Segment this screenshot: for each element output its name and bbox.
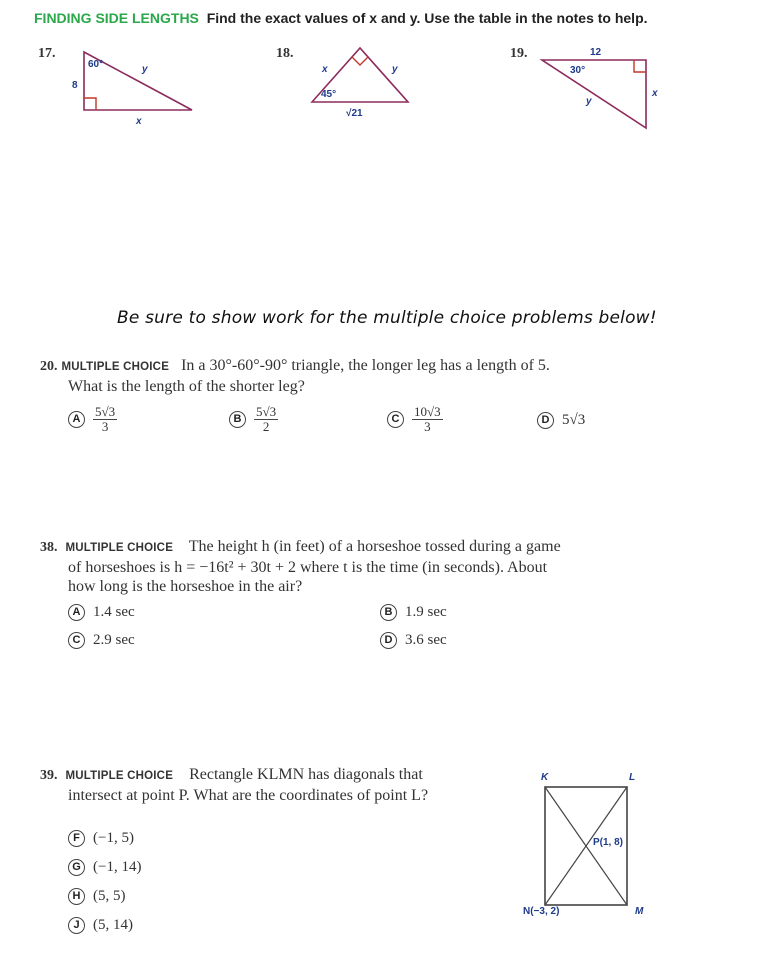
q20-option-b-fraction: $\frac{5√3}{2}$: [256, 404, 277, 434]
q38-option-c-value: 2.9 sec: [93, 632, 135, 648]
side-17-left-label: 8: [72, 80, 78, 91]
option-letter-d: D: [380, 632, 397, 649]
q20-option-c-fraction: $\frac{10√3}{3}$: [414, 404, 441, 434]
q38-option-d[interactable]: [380, 632, 447, 649]
q39-option-f[interactable]: [68, 830, 134, 847]
q38-option-a[interactable]: [68, 604, 135, 621]
q39-option-g-value: (−1, 14): [93, 859, 142, 875]
q39-option-g[interactable]: [68, 859, 141, 876]
problem-17-number: 17.: [38, 46, 56, 61]
option-letter-h: H: [68, 888, 85, 905]
question-20-tag: MULTIPLE CHOICE: [61, 361, 170, 373]
hyp-19-label: y: [586, 96, 592, 107]
q20-option-a[interactable]: [68, 405, 117, 434]
problem-19-triangle: [530, 40, 670, 130]
q38-option-b[interactable]: [380, 604, 447, 621]
question-38-number: 38.: [40, 540, 58, 555]
option-letter-g: G: [68, 859, 85, 876]
point-p-label: P(1, 8): [593, 837, 624, 848]
question-38-tag: MULTIPLE CHOICE: [65, 542, 174, 554]
question-39-tag: MULTIPLE CHOICE: [65, 770, 174, 782]
option-letter-c: C: [68, 632, 85, 649]
option-letter-b: B: [229, 411, 246, 428]
question-38-text-1: The height h (in feet) of a horseshoe tossed during a game: [188, 538, 561, 555]
q39-option-j[interactable]: [68, 917, 133, 934]
vertex-n-label: N(−3, 2): [523, 906, 560, 917]
option-letter-c: C: [387, 411, 404, 428]
question-20-text-2: What is the length of the shorter leg?: [68, 378, 305, 395]
vertex-m-label: M: [635, 906, 644, 917]
q39-option-h-value: (5, 5): [93, 888, 126, 904]
option-letter-f: F: [68, 830, 85, 847]
question-39-number: 39.: [40, 768, 58, 783]
option-letter-b: B: [380, 604, 397, 621]
q20-option-b[interactable]: [229, 405, 278, 434]
right-angle-17-icon: [84, 98, 96, 110]
problem-18-number: 18.: [276, 46, 294, 61]
header-title: FINDING SIDE LENGTHS: [34, 10, 199, 26]
q39-option-h[interactable]: [68, 888, 126, 905]
bottom-18-label: √21: [346, 108, 363, 119]
question-39: [40, 765, 520, 805]
option-letter-a: A: [68, 604, 85, 621]
angle-18-label: 45°: [321, 89, 337, 100]
problem-19-number: 19.: [510, 46, 528, 61]
top-19-label: 12: [590, 47, 602, 58]
hyp-17-label: y: [142, 64, 148, 75]
q39-option-j-value: (5, 14): [93, 917, 133, 933]
question-38: [40, 537, 740, 596]
left-18-label: x: [322, 64, 328, 75]
worksheet-header: [34, 10, 648, 26]
right-angle-19-icon: [634, 60, 646, 72]
vertex-k-label: K: [541, 772, 549, 783]
question-38-text-2: of horseshoes is h = −16t² + 30t + 2 where t is the time (in seconds). About: [68, 559, 548, 576]
question-20-text-1: In a 30°-60°-90° triangle, the longer leg has a length of 5.: [181, 357, 550, 374]
angle-17-label: 60°: [88, 59, 104, 70]
header-instructions: Find the exact values of x and y. Use the table in the notes to help.: [206, 10, 648, 26]
question-20: [40, 356, 740, 396]
show-work-note: Be sure to show work for the multiple choice problems below!: [117, 308, 657, 328]
problem-17-triangle: [60, 40, 220, 130]
vertex-l-label: L: [629, 772, 636, 783]
q20-option-a-fraction: $\frac{5√3}{3}$: [95, 404, 116, 434]
right-18-label: y: [392, 64, 398, 75]
question-39-text-2: intersect at point P. What are the coordinates of point L?: [68, 787, 429, 804]
q38-option-a-value: 1.4 sec: [93, 604, 135, 620]
q38-option-b-value: 1.9 sec: [405, 604, 447, 620]
q20-option-d-value: 5√3: [562, 412, 586, 428]
angle-19-label: 30°: [570, 65, 586, 76]
rectangle-klmn-figure: [515, 765, 665, 925]
q20-option-c[interactable]: [387, 405, 443, 434]
q38-option-c[interactable]: [68, 632, 135, 649]
problem-18-triangle: [300, 40, 430, 130]
option-letter-a: A: [68, 411, 85, 428]
question-20-number: 20.: [40, 359, 58, 374]
right-19-label: x: [652, 88, 658, 99]
option-letter-j: J: [68, 917, 85, 934]
q39-option-f-value: (−1, 5): [93, 830, 134, 846]
triangle-19-shape: [542, 60, 646, 128]
right-angle-18-icon: [352, 57, 368, 65]
q20-option-d[interactable]: [537, 412, 585, 429]
question-38-text-3: how long is the horseshoe in the air?: [68, 578, 303, 595]
bottom-17-label: x: [136, 116, 142, 127]
option-letter-d: D: [537, 412, 554, 429]
question-39-text-1: Rectangle KLMN has diagonals that: [189, 766, 423, 783]
q38-option-d-value: 3.6 sec: [405, 632, 447, 648]
